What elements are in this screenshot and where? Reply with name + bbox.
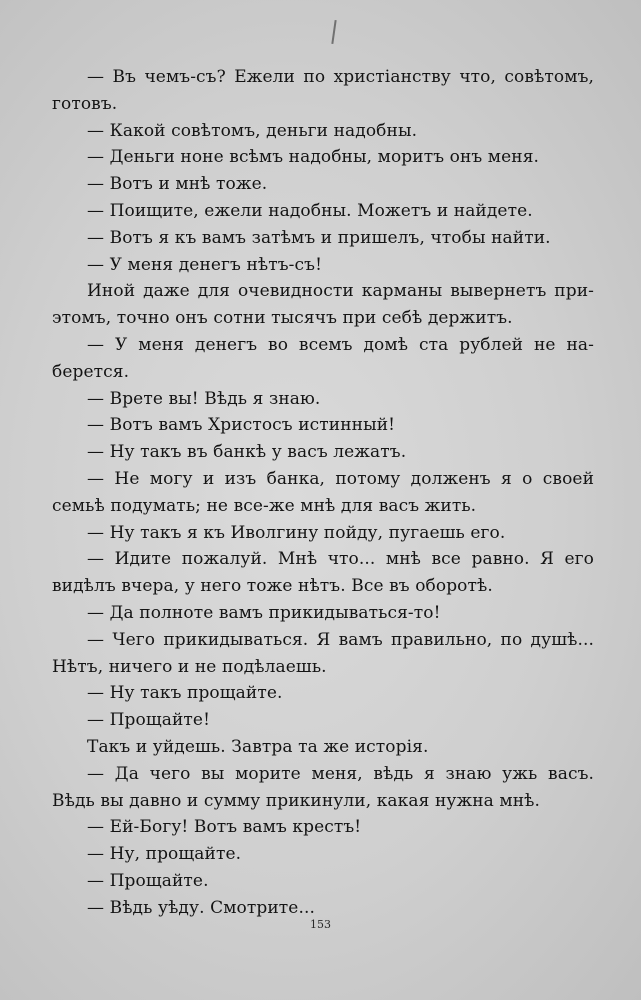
text-line: — Прощайте! [87, 710, 211, 731]
text-line: — Въ чемъ-съ? Ежели по христіанству что, совѣтомъ, [87, 67, 594, 87]
text-line: — Вѣдь уѣду. Смотрите... [87, 897, 315, 918]
text-line: — Какой совѣтомъ, деньги надобны. [87, 120, 418, 141]
text-line: — Ну, прощайте. [87, 844, 242, 865]
text-line: — Прощайте. [87, 870, 209, 891]
text-line: — Вотъ и мнѣ тоже. [87, 174, 268, 195]
text-line: Нѣтъ, ничего и не подѣлаешь. [52, 656, 327, 677]
text-line: этомъ, точно онъ сотни тысячъ при себѣ держитъ. [52, 308, 513, 329]
text-line: — Врете вы! Вѣдь я знаю. [87, 388, 321, 409]
text-line: семьѣ подумать; не все-же мнѣ для васъ жить. [52, 495, 477, 516]
text-line: Такъ и уйдешь. Завтра та же исторія. [87, 736, 429, 757]
text-line: берется. [52, 361, 130, 382]
text-line: — Ну такъ прощайте. [87, 683, 283, 704]
text-line: — Да чего вы морите меня, вѣдь я знаю ужь васъ. [87, 763, 594, 784]
text-line: — У меня денегъ во всемъ домѣ ста рублей не на- [87, 334, 594, 355]
text-line: готовъ. [52, 93, 118, 114]
text-line: — Ну такъ въ банкѣ у васъ лежатъ. [87, 442, 407, 463]
text-line: — Ну такъ я къ Иволгину пойду, пугаешь его. [87, 522, 506, 543]
page-text [52, 64, 594, 922]
text-line: — Идите пожалуй. Мнѣ что... мнѣ все равно. Я его [87, 549, 594, 570]
text-line: — Деньги ноне всѣмъ надобны, моритъ онъ меня. [87, 147, 540, 168]
text-line: — Вотъ вамъ Христосъ истинный! [87, 415, 396, 436]
page-number: 153 [310, 918, 331, 931]
text-line: — Не могу и изъ банка, потому долженъ я о своей [87, 468, 594, 489]
text-line: — Ей-Богу! Вотъ вамъ крестъ! [87, 817, 362, 838]
text-line: Иной даже для очевидности карманы вывернетъ при- [87, 281, 594, 302]
text-line: Вѣдь вы давно и сумму прикинули, какая нужна мнѣ. [52, 790, 540, 811]
text-line: — Вотъ я къ вамъ затѣмъ и пришелъ, чтобы найти. [87, 227, 551, 248]
margin-mark [331, 20, 336, 44]
text-line: — Поищите, ежели надобны. Можетъ и найдете. [87, 200, 533, 221]
text-line: видѣлъ вчера, у него тоже нѣтъ. Все въ оборотѣ. [52, 576, 493, 597]
text-line: — Чего прикидываться. Я вамъ правильно, по душѣ... [87, 629, 594, 650]
text-line: — Да полноте вамъ прикидываться-то! [87, 602, 441, 623]
text-line: — У меня денегъ нѣтъ-съ! [87, 254, 322, 275]
